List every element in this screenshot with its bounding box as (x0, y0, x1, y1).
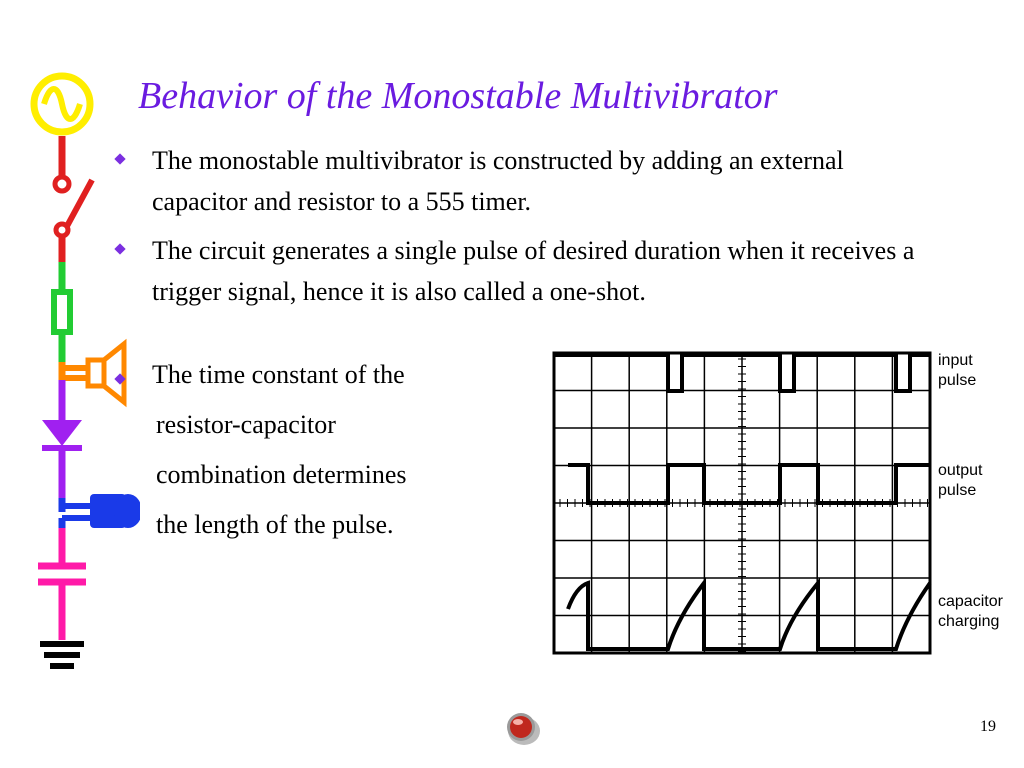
label-line: pulse (938, 482, 977, 499)
label-line: pulse (938, 372, 977, 389)
ground-icon (40, 644, 84, 666)
bullet-text: The monostable multivibrator is constructed by adding an external capacitor and resistor to a 555 timer. (152, 146, 844, 216)
bullet-text-line: the length of the pulse. (156, 510, 394, 539)
bullet-diamond-icon (114, 153, 125, 164)
bullet-text-line: The time constant of the (152, 360, 405, 389)
bullet-text-line: resistor-capacitor (156, 410, 336, 439)
circuit-decoration (0, 0, 140, 700)
input-pulse-label (938, 351, 976, 391)
red-orb-icon (510, 716, 532, 738)
lamp-icon (62, 494, 140, 528)
resistor-icon (54, 262, 70, 362)
capacitor-icon (38, 528, 86, 640)
sine-source-icon (34, 76, 90, 132)
bullet-text: The circuit generates a single pulse of desired duration when it receives a trigger signal, hence it is also called a one-shot. (152, 236, 915, 306)
label-line: charging (938, 613, 1000, 630)
bullet-text-line: combination determines (156, 460, 407, 489)
label-line: output (938, 462, 983, 479)
capacitor-charging-label (938, 592, 1003, 632)
slide-number: 19 (980, 718, 996, 735)
switch-icon (55, 136, 92, 262)
slide-title: Behavior of the Monostable Multivibrator (138, 75, 778, 117)
label-line: capacitor (938, 593, 1003, 610)
diode-icon (42, 380, 82, 498)
bullet-item (116, 140, 936, 222)
bullet-item (116, 230, 936, 312)
label-line: input (938, 352, 973, 369)
output-pulse-label (938, 461, 982, 501)
oscilloscope-figure (552, 351, 932, 655)
bullet-diamond-icon (114, 243, 125, 254)
nav-button[interactable] (502, 707, 542, 747)
speaker-icon (62, 344, 124, 402)
